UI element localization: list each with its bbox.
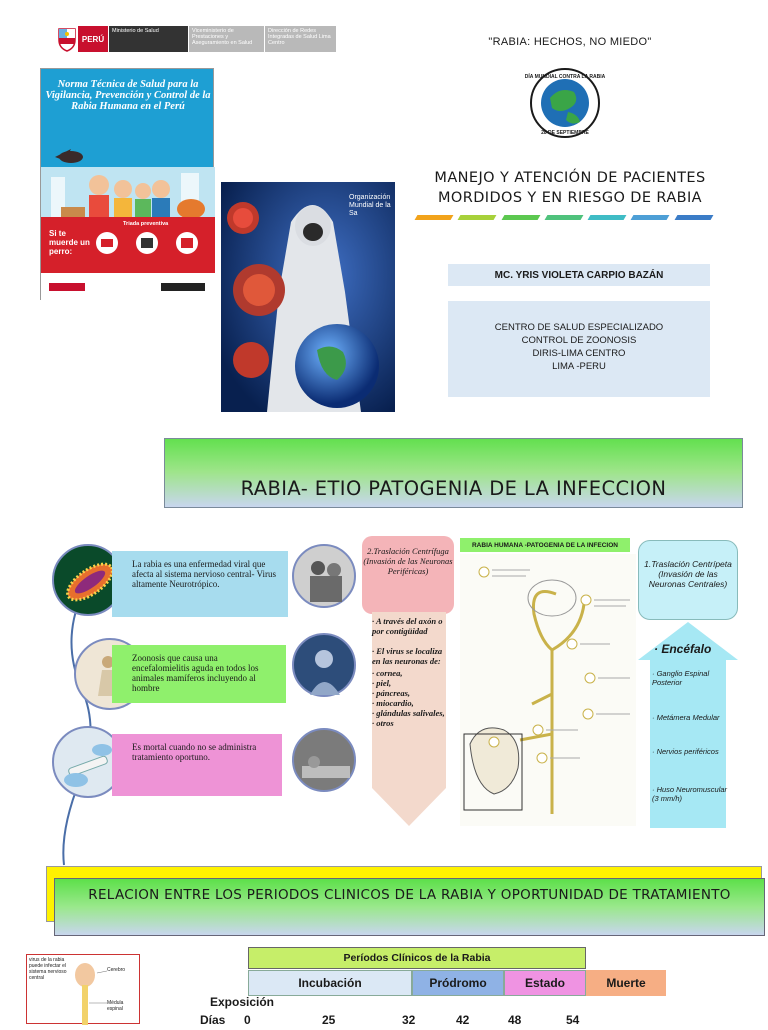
period-estado: Estado bbox=[504, 970, 586, 996]
globe-logo-bottom-text: 28 DE SEPTIEMBRE bbox=[541, 130, 589, 136]
periods-table-title: Períodos Clínicos de la Rabia bbox=[248, 947, 586, 969]
centripeta-list bbox=[652, 670, 730, 830]
connector-line bbox=[50, 580, 130, 870]
peru-label: PERÚ bbox=[78, 26, 108, 52]
divider-dash bbox=[501, 215, 540, 220]
centripeta-item: · Huso Neuromuscular (3 mm/h) bbox=[652, 785, 728, 803]
divider-dash bbox=[458, 215, 497, 220]
title-line-1: MANEJO Y ATENCIÓN DE PACIENTES bbox=[434, 170, 706, 186]
day-tick: 32 bbox=[402, 1013, 416, 1027]
centrifuga-organ-list bbox=[372, 668, 446, 728]
cover-triad-label: Triada preventiva bbox=[123, 221, 169, 227]
centrifuga-title: 2.Traslación Centrífuga (Invasión de las Neuronas Periféricas) bbox=[362, 536, 454, 614]
cover-red-band bbox=[41, 217, 215, 273]
institution-line-3: DIRIS-LIMA CENTRO bbox=[532, 348, 626, 359]
dias-label: Días bbox=[200, 1013, 226, 1027]
ministerio-label: Ministerio de Salud bbox=[108, 26, 188, 52]
direccion-label: Dirección de Redes Integradas de Salud Lima Centro bbox=[264, 26, 336, 52]
institution-line-2: CONTROL DE ZOONOSIS bbox=[521, 335, 637, 346]
norma-tecnica-cover bbox=[40, 68, 214, 300]
period-prodromo: Pródromo bbox=[412, 970, 504, 996]
peru-shield-icon bbox=[56, 26, 78, 52]
historic-photo-2 bbox=[292, 633, 356, 697]
divider-dash bbox=[631, 215, 670, 220]
bedridden-photo-illustration bbox=[294, 730, 358, 794]
organ-item: · cornea, bbox=[372, 668, 446, 678]
spine-caption: virus de la rabia puede infectar el sistema nervioso central bbox=[29, 957, 67, 981]
organ-item: · páncreas, bbox=[372, 688, 446, 698]
world-rabies-day-logo bbox=[524, 68, 606, 138]
centripeta-item: · Ganglio Espinal Posterior bbox=[652, 669, 710, 687]
centrifuga-list bbox=[372, 616, 446, 728]
institution-line-4: LIMA -PERU bbox=[552, 361, 606, 372]
exposicion-label: Exposición bbox=[210, 995, 275, 1009]
historic-photo-3 bbox=[292, 728, 356, 792]
organ-item: · miocardio, bbox=[372, 698, 446, 708]
encefalo-label: · Encéfalo bbox=[654, 642, 712, 656]
historic-photo-1 bbox=[292, 544, 356, 608]
nervous-system-image bbox=[26, 954, 140, 1024]
day-tick: 42 bbox=[456, 1013, 470, 1027]
oms-logo-text: Organización Mundial de la Sa bbox=[349, 194, 391, 217]
patient-photo-illustration bbox=[294, 635, 358, 699]
centripeta-item-text: Nervios periféricos bbox=[656, 747, 719, 756]
info-box-mortal: Es mortal cuando no se administra tratamiento oportuno. bbox=[112, 734, 282, 796]
section-title-periodos: RELACION ENTRE LOS PERIODOS CLINICOS DE LA RABIA Y OPORTUNIDAD DE TRATAMIENTO bbox=[54, 878, 765, 936]
spine-label-cord: Médula espinal bbox=[107, 1000, 124, 1012]
slogan: "RABIA: HECHOS, NO MIEDO" bbox=[488, 36, 652, 48]
hazmat-virus-photo bbox=[221, 182, 395, 412]
cover-red-title: Si te muerde un perro: bbox=[49, 229, 90, 256]
centripeta-item: · Metámera Medular bbox=[652, 713, 720, 722]
spine-label-brain: Cerebro bbox=[107, 967, 126, 973]
cover-title: Norma Técnica de Salud para la Vigilancia, Prevención y Control de la Rabia Humana en el Perú bbox=[45, 79, 211, 112]
centrifuga-item-axon: · A través del axón o por contigüidad bbox=[372, 616, 443, 636]
section-title-etiopatogenia: RABIA- ETIO PATOGENIA DE LA INFECCION bbox=[164, 438, 743, 508]
period-incubacion: Incubación bbox=[248, 970, 412, 996]
colored-dash-divider bbox=[416, 215, 712, 221]
centrifuga-item-axon-text: A través del axón o por contigüidad bbox=[372, 616, 443, 636]
author-name: MC. YRIS VIOLETA CARPIO BAZÁN bbox=[448, 264, 710, 286]
centrifuga-item-virus-text: El virus se localiza en las neuronas de: bbox=[372, 646, 443, 666]
divider-dash bbox=[588, 215, 627, 220]
cover-footer bbox=[41, 273, 215, 301]
info-box-viral: La rabia es una enfermedad viral que afecta al sistema nervioso central- Virus altamente Neurotrópico. bbox=[112, 551, 288, 617]
organ-item: · piel, bbox=[372, 678, 446, 688]
divider-dash bbox=[674, 215, 713, 220]
day-tick: 48 bbox=[508, 1013, 522, 1027]
triad-icons bbox=[91, 229, 209, 259]
title-line-2: MORDIDOS Y EN RIESGO DE RABIA bbox=[438, 190, 702, 206]
children-photo-illustration bbox=[294, 546, 358, 610]
centripeta-item: · Nervios periféricos bbox=[652, 747, 719, 756]
presentation-title bbox=[420, 168, 720, 208]
patogenia-label: RABIA HUMANA -PATOGENIA DE LA INFECION bbox=[460, 538, 630, 552]
centripeta-item-text: Huso Neuromuscular (3 mm/h) bbox=[652, 785, 728, 803]
day-tick: 54 bbox=[566, 1013, 580, 1027]
pathogenesis-diagram bbox=[460, 554, 636, 826]
organ-item: · otros bbox=[372, 718, 446, 728]
period-muerte: Muerte bbox=[586, 970, 666, 996]
centripeta-title: 1.Traslación Centrípeta (Invasión de las Neuronas Centrales) bbox=[638, 540, 738, 620]
info-box-zoonosis: Zoonosis que causa una encefalomielitis aguda en todos los animales mamíferos incluyendo al hombre bbox=[112, 645, 286, 703]
viceministerio-label: Viceministerio de Prestaciones y Aseguramiento en Salud bbox=[188, 26, 264, 52]
day-tick: 0 bbox=[244, 1013, 251, 1027]
organ-item: · glándulas salivales, bbox=[372, 708, 446, 718]
institution-line-1: CENTRO DE SALUD ESPECIALIZADO bbox=[494, 322, 664, 333]
centripeta-item-text: Ganglio Espinal Posterior bbox=[652, 669, 710, 687]
institution-box bbox=[448, 301, 710, 397]
government-logo-strip bbox=[56, 26, 336, 52]
centripeta-item-text: Metámera Medular bbox=[656, 713, 720, 722]
divider-dash bbox=[415, 215, 454, 220]
divider-dash bbox=[544, 215, 583, 220]
globe-logo-top-text: DÍA MUNDIAL CONTRA LA RABIA bbox=[524, 74, 606, 80]
day-tick: 25 bbox=[322, 1013, 336, 1027]
centrifuga-item-virus: · El virus se localiza en las neuronas de: bbox=[372, 646, 443, 666]
